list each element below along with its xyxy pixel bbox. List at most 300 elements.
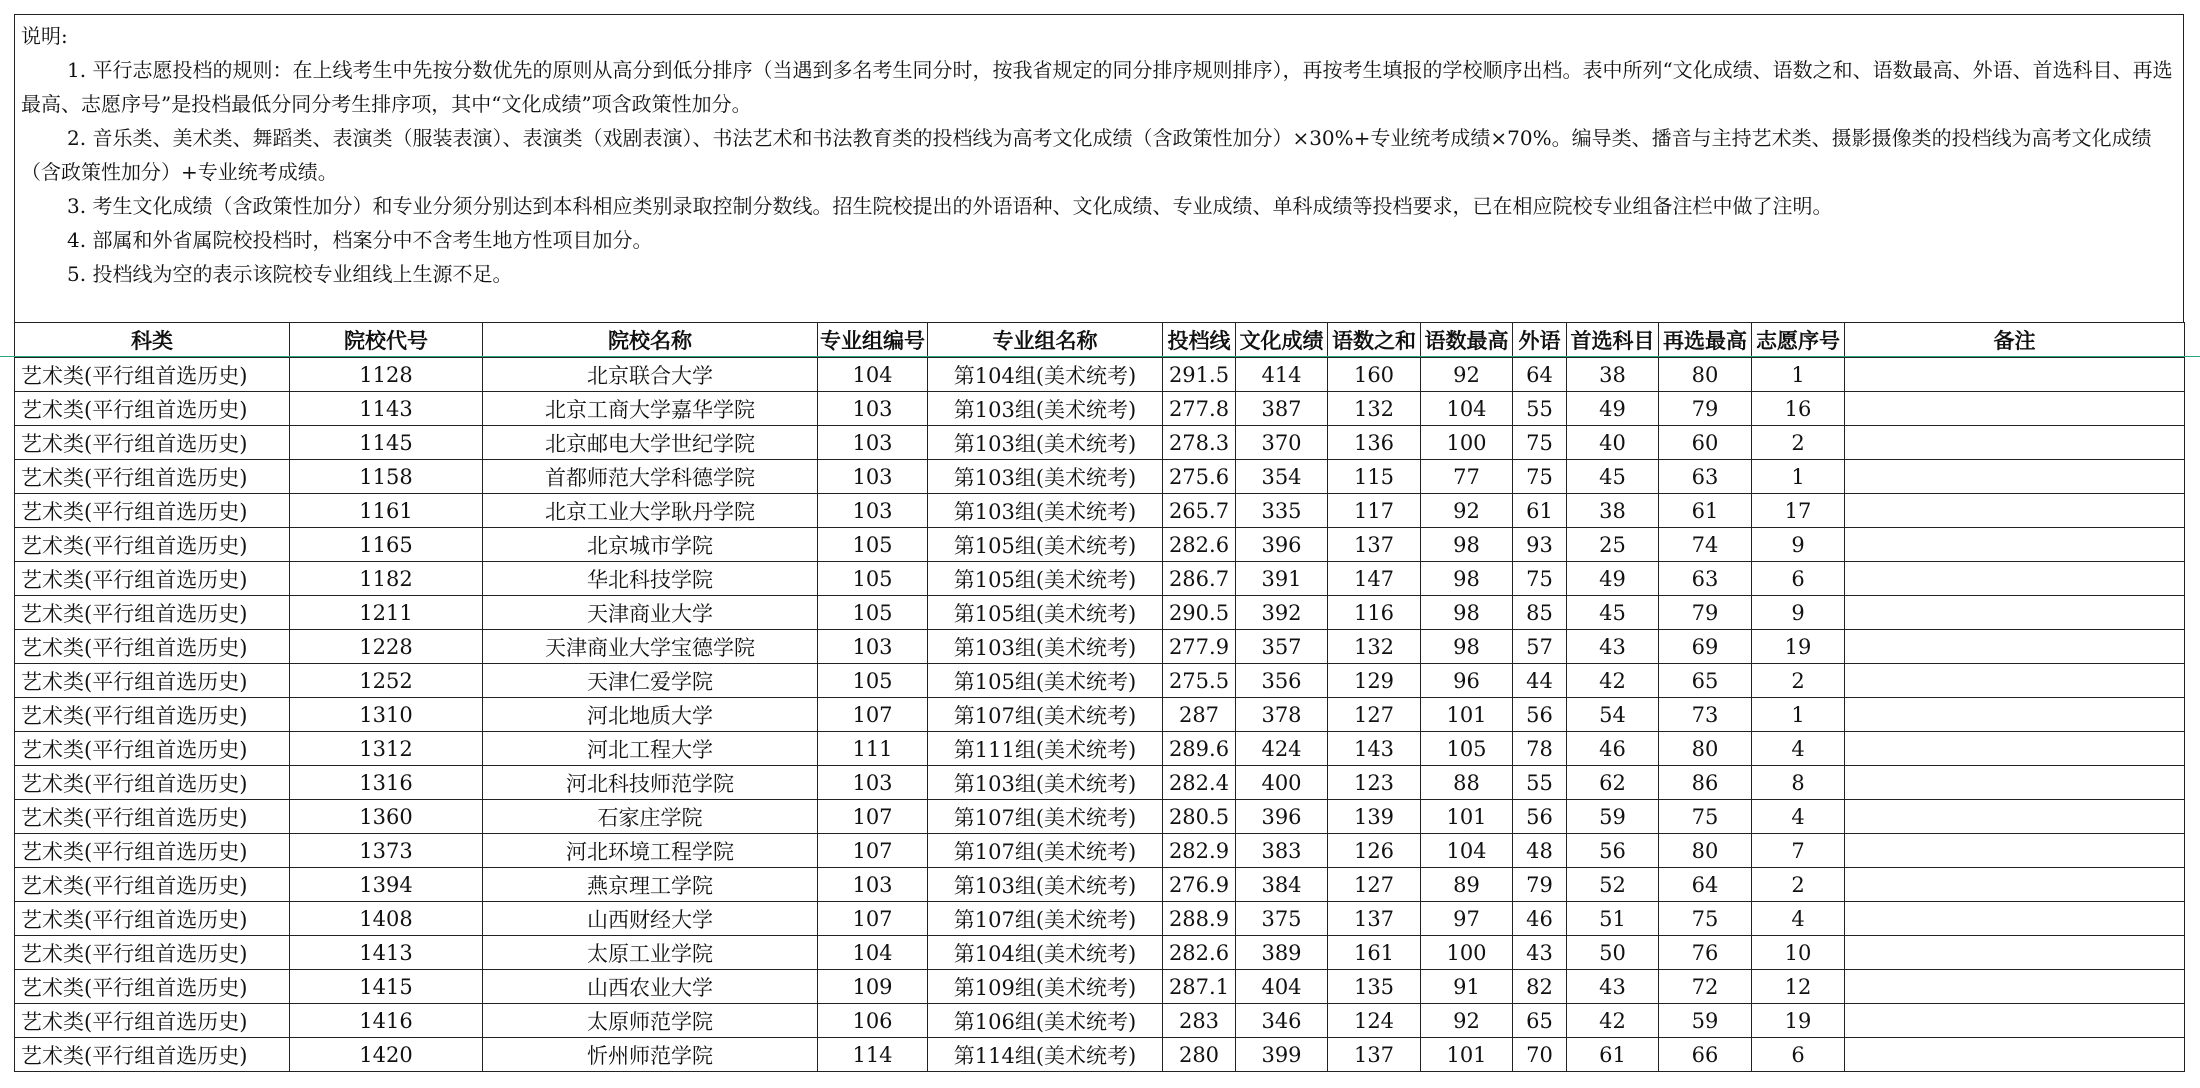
cell-category[interactable]: 艺术类(平行组首选历史) [15,460,290,494]
cell-secondary-max[interactable]: 80 [1659,834,1752,868]
cell-group-code[interactable]: 106 [818,1004,928,1038]
header-culture-score[interactable]: 文化成绩 [1236,323,1328,358]
header-chinese-math-max[interactable]: 语数最高 [1421,323,1513,358]
cell-school-name[interactable]: 山西财经大学 [483,902,818,936]
cell-cutoff-score[interactable]: 282.6 [1163,528,1236,562]
cell-group-name[interactable]: 第107组(美术统考) [928,834,1163,868]
cell-preference-no[interactable]: 10 [1752,936,1845,970]
cell-school-code[interactable]: 1158 [290,460,483,494]
cell-culture-score[interactable]: 384 [1236,868,1328,902]
cell-secondary-max[interactable]: 75 [1659,902,1752,936]
cell-remarks[interactable] [1845,834,2185,868]
cell-school-code[interactable]: 1413 [290,936,483,970]
cell-school-code[interactable]: 1128 [290,358,483,392]
cell-remarks[interactable] [1845,392,2185,426]
cell-foreign-language[interactable]: 56 [1513,800,1567,834]
cell-group-code[interactable]: 107 [818,800,928,834]
cell-category[interactable]: 艺术类(平行组首选历史) [15,732,290,766]
cell-school-code[interactable]: 1252 [290,664,483,698]
cell-preference-no[interactable]: 6 [1752,1038,1845,1072]
cell-remarks[interactable] [1845,1004,2185,1038]
cell-school-name[interactable]: 忻州师范学院 [483,1038,818,1072]
cell-foreign-language[interactable]: 85 [1513,596,1567,630]
cell-remarks[interactable] [1845,970,2185,1004]
cell-group-code[interactable]: 105 [818,562,928,596]
cell-school-code[interactable]: 1228 [290,630,483,664]
cell-category[interactable]: 艺术类(平行组首选历史) [15,834,290,868]
cell-category[interactable]: 艺术类(平行组首选历史) [15,1038,290,1072]
cell-culture-score[interactable]: 424 [1236,732,1328,766]
cell-secondary-max[interactable]: 79 [1659,596,1752,630]
cell-chinese-math-sum[interactable]: 129 [1328,664,1421,698]
cell-culture-score[interactable]: 375 [1236,902,1328,936]
cell-group-code[interactable]: 111 [818,732,928,766]
cell-chinese-math-sum[interactable]: 136 [1328,426,1421,460]
cell-group-name[interactable]: 第105组(美术统考) [928,528,1163,562]
cell-secondary-max[interactable]: 66 [1659,1038,1752,1072]
cell-foreign-language[interactable]: 61 [1513,494,1567,528]
cell-chinese-math-max[interactable]: 100 [1421,936,1513,970]
cell-group-name[interactable]: 第103组(美术统考) [928,630,1163,664]
cell-school-name[interactable]: 太原工业学院 [483,936,818,970]
cell-chinese-math-sum[interactable]: 127 [1328,698,1421,732]
cell-group-code[interactable]: 105 [818,596,928,630]
cell-cutoff-score[interactable]: 290.5 [1163,596,1236,630]
cell-chinese-math-sum[interactable]: 124 [1328,1004,1421,1038]
cell-group-name[interactable]: 第103组(美术统考) [928,494,1163,528]
cell-school-name[interactable]: 天津商业大学 [483,596,818,630]
cell-school-code[interactable]: 1182 [290,562,483,596]
cell-cutoff-score[interactable]: 286.7 [1163,562,1236,596]
cell-primary-subject[interactable]: 43 [1567,630,1659,664]
cell-chinese-math-max[interactable]: 88 [1421,766,1513,800]
cell-category[interactable]: 艺术类(平行组首选历史) [15,426,290,460]
cell-school-code[interactable]: 1145 [290,426,483,460]
cell-group-name[interactable]: 第105组(美术统考) [928,562,1163,596]
header-preference-no[interactable]: 志愿序号 [1752,323,1845,358]
cell-group-name[interactable]: 第103组(美术统考) [928,460,1163,494]
cell-group-code[interactable]: 104 [818,358,928,392]
cell-remarks[interactable] [1845,494,2185,528]
cell-foreign-language[interactable]: 82 [1513,970,1567,1004]
cell-secondary-max[interactable]: 86 [1659,766,1752,800]
cell-secondary-max[interactable]: 79 [1659,392,1752,426]
cell-foreign-language[interactable]: 70 [1513,1038,1567,1072]
cell-group-code[interactable]: 103 [818,868,928,902]
cell-school-code[interactable]: 1416 [290,1004,483,1038]
cell-foreign-language[interactable]: 75 [1513,426,1567,460]
cell-group-code[interactable]: 105 [818,664,928,698]
cell-culture-score[interactable]: 378 [1236,698,1328,732]
cell-group-name[interactable]: 第107组(美术统考) [928,902,1163,936]
header-school-name[interactable]: 院校名称 [483,323,818,358]
cell-cutoff-score[interactable]: 287 [1163,698,1236,732]
cell-secondary-max[interactable]: 73 [1659,698,1752,732]
cell-cutoff-score[interactable]: 288.9 [1163,902,1236,936]
cell-remarks[interactable] [1845,630,2185,664]
cell-preference-no[interactable]: 4 [1752,902,1845,936]
cell-primary-subject[interactable]: 61 [1567,1038,1659,1072]
cell-category[interactable]: 艺术类(平行组首选历史) [15,970,290,1004]
cell-primary-subject[interactable]: 50 [1567,936,1659,970]
cell-chinese-math-sum[interactable]: 160 [1328,358,1421,392]
cell-foreign-language[interactable]: 56 [1513,698,1567,732]
cell-chinese-math-sum[interactable]: 127 [1328,868,1421,902]
cell-secondary-max[interactable]: 63 [1659,562,1752,596]
cell-group-code[interactable]: 103 [818,766,928,800]
cell-primary-subject[interactable]: 54 [1567,698,1659,732]
cell-chinese-math-max[interactable]: 92 [1421,494,1513,528]
cell-secondary-max[interactable]: 61 [1659,494,1752,528]
cell-group-name[interactable]: 第105组(美术统考) [928,596,1163,630]
cell-chinese-math-max[interactable]: 92 [1421,1004,1513,1038]
cell-group-name[interactable]: 第103组(美术统考) [928,766,1163,800]
cell-primary-subject[interactable]: 49 [1567,392,1659,426]
header-secondary-max[interactable]: 再选最高 [1659,323,1752,358]
cell-chinese-math-sum[interactable]: 126 [1328,834,1421,868]
cell-group-name[interactable]: 第103组(美术统考) [928,868,1163,902]
cell-preference-no[interactable]: 19 [1752,1004,1845,1038]
cell-school-code[interactable]: 1143 [290,392,483,426]
cell-chinese-math-max[interactable]: 91 [1421,970,1513,1004]
cell-culture-score[interactable]: 400 [1236,766,1328,800]
cell-remarks[interactable] [1845,936,2185,970]
cell-category[interactable]: 艺术类(平行组首选历史) [15,664,290,698]
cell-group-code[interactable]: 103 [818,460,928,494]
cell-primary-subject[interactable]: 45 [1567,596,1659,630]
cell-school-name[interactable]: 北京邮电大学世纪学院 [483,426,818,460]
cell-category[interactable]: 艺术类(平行组首选历史) [15,392,290,426]
cell-school-name[interactable]: 河北科技师范学院 [483,766,818,800]
cell-category[interactable]: 艺术类(平行组首选历史) [15,902,290,936]
cell-culture-score[interactable]: 414 [1236,358,1328,392]
cell-primary-subject[interactable]: 38 [1567,494,1659,528]
cell-cutoff-score[interactable]: 277.9 [1163,630,1236,664]
cell-preference-no[interactable]: 1 [1752,698,1845,732]
cell-cutoff-score[interactable]: 291.5 [1163,358,1236,392]
cell-group-name[interactable]: 第104组(美术统考) [928,936,1163,970]
cell-chinese-math-max[interactable]: 105 [1421,732,1513,766]
cell-remarks[interactable] [1845,698,2185,732]
cell-culture-score[interactable]: 396 [1236,800,1328,834]
cell-category[interactable]: 艺术类(平行组首选历史) [15,800,290,834]
cell-foreign-language[interactable]: 43 [1513,936,1567,970]
cell-chinese-math-max[interactable]: 100 [1421,426,1513,460]
cell-cutoff-score[interactable]: 280.5 [1163,800,1236,834]
cell-culture-score[interactable]: 335 [1236,494,1328,528]
cell-category[interactable]: 艺术类(平行组首选历史) [15,630,290,664]
cell-culture-score[interactable]: 391 [1236,562,1328,596]
cell-secondary-max[interactable]: 65 [1659,664,1752,698]
cell-group-code[interactable]: 103 [818,392,928,426]
cell-chinese-math-max[interactable]: 98 [1421,528,1513,562]
cell-chinese-math-sum[interactable]: 143 [1328,732,1421,766]
cell-chinese-math-sum[interactable]: 161 [1328,936,1421,970]
cell-school-code[interactable]: 1312 [290,732,483,766]
cell-remarks[interactable] [1845,528,2185,562]
cell-chinese-math-max[interactable]: 101 [1421,698,1513,732]
cell-chinese-math-sum[interactable]: 137 [1328,528,1421,562]
cell-secondary-max[interactable]: 64 [1659,868,1752,902]
cell-foreign-language[interactable]: 55 [1513,766,1567,800]
cell-chinese-math-sum[interactable]: 137 [1328,902,1421,936]
cell-group-name[interactable]: 第107组(美术统考) [928,698,1163,732]
cell-chinese-math-sum[interactable]: 116 [1328,596,1421,630]
cell-preference-no[interactable]: 19 [1752,630,1845,664]
cell-preference-no[interactable]: 12 [1752,970,1845,1004]
header-cutoff-score[interactable]: 投档线 [1163,323,1236,358]
header-remarks[interactable]: 备注 [1845,323,2185,358]
cell-primary-subject[interactable]: 51 [1567,902,1659,936]
cell-chinese-math-max[interactable]: 101 [1421,800,1513,834]
cell-chinese-math-max[interactable]: 77 [1421,460,1513,494]
cell-category[interactable]: 艺术类(平行组首选历史) [15,936,290,970]
cell-culture-score[interactable]: 370 [1236,426,1328,460]
cell-chinese-math-sum[interactable]: 137 [1328,1038,1421,1072]
cell-foreign-language[interactable]: 46 [1513,902,1567,936]
cell-primary-subject[interactable]: 52 [1567,868,1659,902]
cell-chinese-math-sum[interactable]: 135 [1328,970,1421,1004]
cell-school-name[interactable]: 河北环境工程学院 [483,834,818,868]
cell-foreign-language[interactable]: 48 [1513,834,1567,868]
cell-chinese-math-max[interactable]: 96 [1421,664,1513,698]
cell-preference-no[interactable]: 2 [1752,664,1845,698]
cell-foreign-language[interactable]: 55 [1513,392,1567,426]
cell-cutoff-score[interactable]: 265.7 [1163,494,1236,528]
cell-chinese-math-max[interactable]: 98 [1421,596,1513,630]
cell-primary-subject[interactable]: 25 [1567,528,1659,562]
cell-remarks[interactable] [1845,902,2185,936]
cell-chinese-math-sum[interactable]: 123 [1328,766,1421,800]
cell-culture-score[interactable]: 399 [1236,1038,1328,1072]
cell-chinese-math-sum[interactable]: 139 [1328,800,1421,834]
cell-chinese-math-max[interactable]: 98 [1421,630,1513,664]
cell-cutoff-score[interactable]: 276.9 [1163,868,1236,902]
cell-school-name[interactable]: 首都师范大学科德学院 [483,460,818,494]
cell-foreign-language[interactable]: 79 [1513,868,1567,902]
cell-school-name[interactable]: 天津商业大学宝德学院 [483,630,818,664]
cell-group-code[interactable]: 107 [818,834,928,868]
cell-school-code[interactable]: 1211 [290,596,483,630]
cell-group-code[interactable]: 105 [818,528,928,562]
cell-school-code[interactable]: 1316 [290,766,483,800]
header-school-code[interactable]: 院校代号 [290,323,483,358]
cell-school-name[interactable]: 北京工业大学耿丹学院 [483,494,818,528]
cell-culture-score[interactable]: 392 [1236,596,1328,630]
cell-group-code[interactable]: 103 [818,426,928,460]
cell-culture-score[interactable]: 389 [1236,936,1328,970]
cell-chinese-math-max[interactable]: 104 [1421,834,1513,868]
cell-preference-no[interactable]: 9 [1752,528,1845,562]
cell-foreign-language[interactable]: 75 [1513,562,1567,596]
cell-school-name[interactable]: 北京城市学院 [483,528,818,562]
cell-remarks[interactable] [1845,460,2185,494]
cell-school-code[interactable]: 1310 [290,698,483,732]
cell-remarks[interactable] [1845,426,2185,460]
cell-secondary-max[interactable]: 72 [1659,970,1752,1004]
header-category[interactable]: 科类 [15,323,290,358]
cell-culture-score[interactable]: 396 [1236,528,1328,562]
cell-chinese-math-sum[interactable]: 117 [1328,494,1421,528]
cell-secondary-max[interactable]: 60 [1659,426,1752,460]
cell-chinese-math-sum[interactable]: 147 [1328,562,1421,596]
cell-category[interactable]: 艺术类(平行组首选历史) [15,698,290,732]
cell-group-name[interactable]: 第103组(美术统考) [928,392,1163,426]
cell-remarks[interactable] [1845,732,2185,766]
cell-group-code[interactable]: 114 [818,1038,928,1072]
cell-secondary-max[interactable]: 63 [1659,460,1752,494]
cell-foreign-language[interactable]: 64 [1513,358,1567,392]
header-foreign-language[interactable]: 外语 [1513,323,1567,358]
cell-cutoff-score[interactable]: 282.9 [1163,834,1236,868]
cell-culture-score[interactable]: 356 [1236,664,1328,698]
cell-group-name[interactable]: 第114组(美术统考) [928,1038,1163,1072]
cell-category[interactable]: 艺术类(平行组首选历史) [15,596,290,630]
cell-category[interactable]: 艺术类(平行组首选历史) [15,494,290,528]
cell-cutoff-score[interactable]: 277.8 [1163,392,1236,426]
cell-cutoff-score[interactable]: 287.1 [1163,970,1236,1004]
cell-preference-no[interactable]: 1 [1752,358,1845,392]
cell-group-name[interactable]: 第109组(美术统考) [928,970,1163,1004]
cell-group-name[interactable]: 第104组(美术统考) [928,358,1163,392]
cell-group-code[interactable]: 107 [818,902,928,936]
cell-chinese-math-sum[interactable]: 132 [1328,630,1421,664]
cell-foreign-language[interactable]: 75 [1513,460,1567,494]
cell-remarks[interactable] [1845,868,2185,902]
cell-chinese-math-max[interactable]: 97 [1421,902,1513,936]
cell-chinese-math-max[interactable]: 89 [1421,868,1513,902]
cell-primary-subject[interactable]: 42 [1567,664,1659,698]
cell-school-name[interactable]: 北京工商大学嘉华学院 [483,392,818,426]
cell-preference-no[interactable]: 2 [1752,868,1845,902]
cell-school-code[interactable]: 1394 [290,868,483,902]
cell-preference-no[interactable]: 4 [1752,800,1845,834]
cell-primary-subject[interactable]: 40 [1567,426,1659,460]
cell-primary-subject[interactable]: 56 [1567,834,1659,868]
cell-category[interactable]: 艺术类(平行组首选历史) [15,766,290,800]
cell-school-name[interactable]: 石家庄学院 [483,800,818,834]
cell-culture-score[interactable]: 404 [1236,970,1328,1004]
cell-category[interactable]: 艺术类(平行组首选历史) [15,562,290,596]
header-group-code[interactable]: 专业组编号 [818,323,928,358]
cell-foreign-language[interactable]: 57 [1513,630,1567,664]
cell-remarks[interactable] [1845,800,2185,834]
cell-primary-subject[interactable]: 59 [1567,800,1659,834]
cell-group-name[interactable]: 第111组(美术统考) [928,732,1163,766]
cell-cutoff-score[interactable]: 278.3 [1163,426,1236,460]
header-primary-subject[interactable]: 首选科目 [1567,323,1659,358]
cell-foreign-language[interactable]: 93 [1513,528,1567,562]
cell-school-code[interactable]: 1408 [290,902,483,936]
cell-remarks[interactable] [1845,1038,2185,1072]
cell-cutoff-score[interactable]: 283 [1163,1004,1236,1038]
cell-preference-no[interactable]: 4 [1752,732,1845,766]
cell-category[interactable]: 艺术类(平行组首选历史) [15,358,290,392]
cell-school-code[interactable]: 1165 [290,528,483,562]
cell-foreign-language[interactable]: 65 [1513,1004,1567,1038]
cell-school-name[interactable]: 天津仁爱学院 [483,664,818,698]
cell-remarks[interactable] [1845,664,2185,698]
cell-chinese-math-max[interactable]: 101 [1421,1038,1513,1072]
cell-preference-no[interactable]: 9 [1752,596,1845,630]
cell-foreign-language[interactable]: 44 [1513,664,1567,698]
cell-culture-score[interactable]: 357 [1236,630,1328,664]
cell-secondary-max[interactable]: 80 [1659,358,1752,392]
cell-school-name[interactable]: 河北地质大学 [483,698,818,732]
cell-primary-subject[interactable]: 49 [1567,562,1659,596]
cell-group-code[interactable]: 107 [818,698,928,732]
cell-remarks[interactable] [1845,562,2185,596]
cell-culture-score[interactable]: 383 [1236,834,1328,868]
cell-secondary-max[interactable]: 80 [1659,732,1752,766]
cell-group-name[interactable]: 第103组(美术统考) [928,426,1163,460]
cell-school-name[interactable]: 华北科技学院 [483,562,818,596]
cell-school-name[interactable]: 山西农业大学 [483,970,818,1004]
cell-primary-subject[interactable]: 46 [1567,732,1659,766]
cell-chinese-math-max[interactable]: 98 [1421,562,1513,596]
cell-culture-score[interactable]: 387 [1236,392,1328,426]
cell-chinese-math-sum[interactable]: 115 [1328,460,1421,494]
cell-cutoff-score[interactable]: 275.6 [1163,460,1236,494]
cell-secondary-max[interactable]: 74 [1659,528,1752,562]
cell-category[interactable]: 艺术类(平行组首选历史) [15,868,290,902]
cell-culture-score[interactable]: 346 [1236,1004,1328,1038]
cell-group-name[interactable]: 第107组(美术统考) [928,800,1163,834]
cell-school-code[interactable]: 1415 [290,970,483,1004]
cell-culture-score[interactable]: 354 [1236,460,1328,494]
cell-preference-no[interactable]: 16 [1752,392,1845,426]
cell-primary-subject[interactable]: 62 [1567,766,1659,800]
cell-school-code[interactable]: 1360 [290,800,483,834]
cell-school-code[interactable]: 1161 [290,494,483,528]
header-chinese-math-sum[interactable]: 语数之和 [1328,323,1421,358]
cell-preference-no[interactable]: 7 [1752,834,1845,868]
cell-school-name[interactable]: 太原师范学院 [483,1004,818,1038]
cell-secondary-max[interactable]: 69 [1659,630,1752,664]
cell-primary-subject[interactable]: 43 [1567,970,1659,1004]
cell-group-code[interactable]: 104 [818,936,928,970]
cell-cutoff-score[interactable]: 289.6 [1163,732,1236,766]
cell-category[interactable]: 艺术类(平行组首选历史) [15,528,290,562]
cell-group-name[interactable]: 第106组(美术统考) [928,1004,1163,1038]
cell-group-name[interactable]: 第105组(美术统考) [928,664,1163,698]
cell-secondary-max[interactable]: 59 [1659,1004,1752,1038]
cell-foreign-language[interactable]: 78 [1513,732,1567,766]
cell-school-code[interactable]: 1373 [290,834,483,868]
cell-category[interactable]: 艺术类(平行组首选历史) [15,1004,290,1038]
cell-preference-no[interactable]: 6 [1752,562,1845,596]
cell-cutoff-score[interactable]: 282.4 [1163,766,1236,800]
cell-primary-subject[interactable]: 45 [1567,460,1659,494]
cell-preference-no[interactable]: 17 [1752,494,1845,528]
cell-remarks[interactable] [1845,766,2185,800]
cell-school-code[interactable]: 1420 [290,1038,483,1072]
cell-cutoff-score[interactable]: 282.6 [1163,936,1236,970]
cell-preference-no[interactable]: 8 [1752,766,1845,800]
cell-remarks[interactable] [1845,596,2185,630]
cell-school-name[interactable]: 北京联合大学 [483,358,818,392]
cell-secondary-max[interactable]: 75 [1659,800,1752,834]
cell-preference-no[interactable]: 2 [1752,426,1845,460]
cell-primary-subject[interactable]: 38 [1567,358,1659,392]
cell-chinese-math-max[interactable]: 104 [1421,392,1513,426]
cell-chinese-math-max[interactable]: 92 [1421,358,1513,392]
cell-school-name[interactable]: 河北工程大学 [483,732,818,766]
header-group-name[interactable]: 专业组名称 [928,323,1163,358]
cell-primary-subject[interactable]: 42 [1567,1004,1659,1038]
cell-group-code[interactable]: 109 [818,970,928,1004]
cell-group-code[interactable]: 103 [818,494,928,528]
